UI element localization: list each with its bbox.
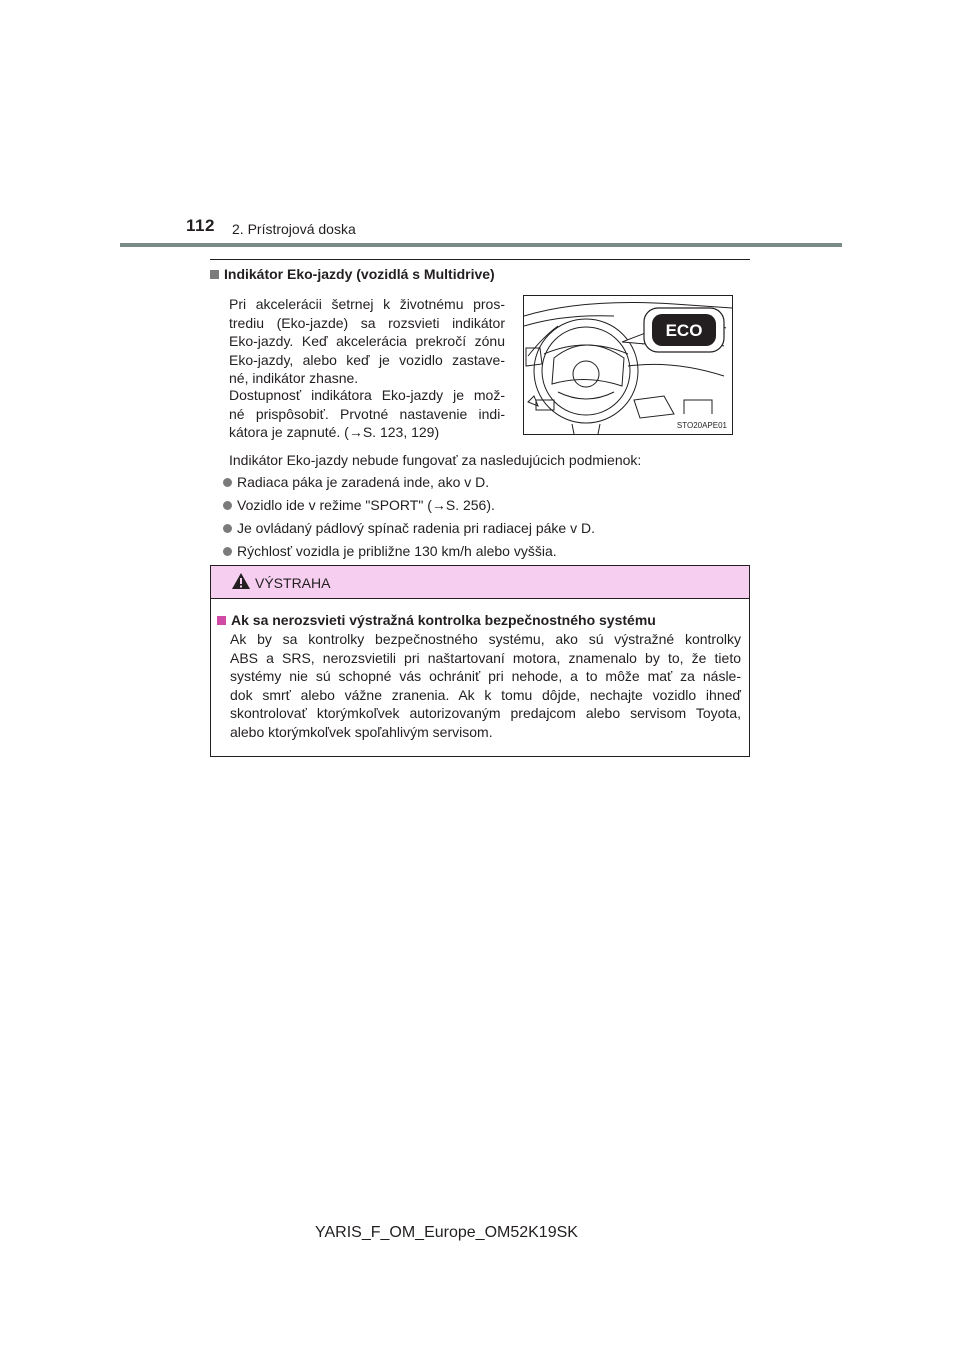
warning-subtitle-text: Ak sa nerozsvieti výstražná kontrolka bezpečnostného systému [231,612,656,628]
para-line: trediu (Eko-jazde) sa rozsvieti indikátor [229,314,505,331]
list-item [223,497,495,513]
bullet-icon [223,524,232,533]
para-line: Pri akcelerácii šetrnej k životnému pros- [229,296,505,312]
para-line: né, indikátor zhasne. [229,370,359,386]
dashboard-drawing [524,296,732,434]
section-title-text: Indikátor Eko-jazdy (vozidlá s Multidrive) [224,266,495,282]
warning-line: dok smrť alebo vážne zranenia. Ak k tomu dôjde, nechajte vozidlo ihneď [230,686,741,703]
list-item [223,520,595,536]
paragraph-eco-description [229,295,505,388]
list-item-text: Vozidlo ide v režime "SPORT" (→S. 256). [237,497,495,513]
list-item-text: Je ovládaný pádlový spínač radenia pri radiacej páke v D. [237,520,595,536]
para-line: Dostupnosť indikátora Eko-jazdy je mož- [229,387,505,403]
header-rule [120,243,842,247]
bullet-icon [223,478,232,487]
para-line: né prispôsobiť. Prvotné nastavenie indi- [229,405,505,422]
section-title [210,266,495,282]
eco-indicator-icon: ECO [665,321,703,340]
warning-line: ABS a SRS, nerozsvietili pri naštartovaní motora, znamenalo by to, že tieto [230,649,741,666]
list-item-text: Radiaca páka je zaradená inde, ako v D. [237,474,490,490]
list-item [223,474,489,490]
bullet-icon [223,501,232,510]
page-number: 112 [186,216,215,235]
warning-line: systémy nie sú schopné vás ochrániť pri nehode, a to môže mať za násle- [230,668,741,685]
section-rule [210,259,750,260]
para-line: Eko-jazdy, alebo keď je vozidlo zastave- [229,351,505,368]
chapter-title: 2. Prístrojová doska [232,221,356,237]
section-square-icon [210,270,219,279]
warning-triangle-icon [231,572,251,590]
warning-square-icon [217,616,226,625]
list-item [223,543,557,559]
paragraph-eco-customize [229,386,505,442]
warning-box [210,565,750,757]
warning-line: skontrolovať ktorýmkoľvek autorizovaným predajcom alebo servisom Toyota, [230,705,741,722]
figure-caption: STO20APE01 [676,421,727,430]
warning-subtitle [217,612,656,628]
dashboard-illustration [523,295,733,435]
bullet-icon [223,547,232,556]
footer-doc-id: YARIS_F_OM_Europe_OM52K19SK [315,1224,578,1241]
warning-line: alebo ktorýmkoľvek spoľahlivým servisom. [230,723,493,740]
warning-body [230,630,741,742]
warning-header [211,566,749,599]
para-line: Eko-jazdy. Keď akcelerácia prekročí zónu [229,333,505,349]
conditions-intro: Indikátor Eko-jazdy nebude fungovať za nasledujúcich podmienok: [229,452,642,468]
para-line: kátora je zapnuté. (→S. 123, 129) [229,424,440,440]
warning-title: VÝSTRAHA [255,575,331,591]
list-item-text: Rýchlosť vozidla je približne 130 km/h alebo vyššia. [237,543,557,559]
warning-line: Ak by sa kontrolky bezpečnostného systému, ako sú výstražné kontrolky [230,631,741,647]
